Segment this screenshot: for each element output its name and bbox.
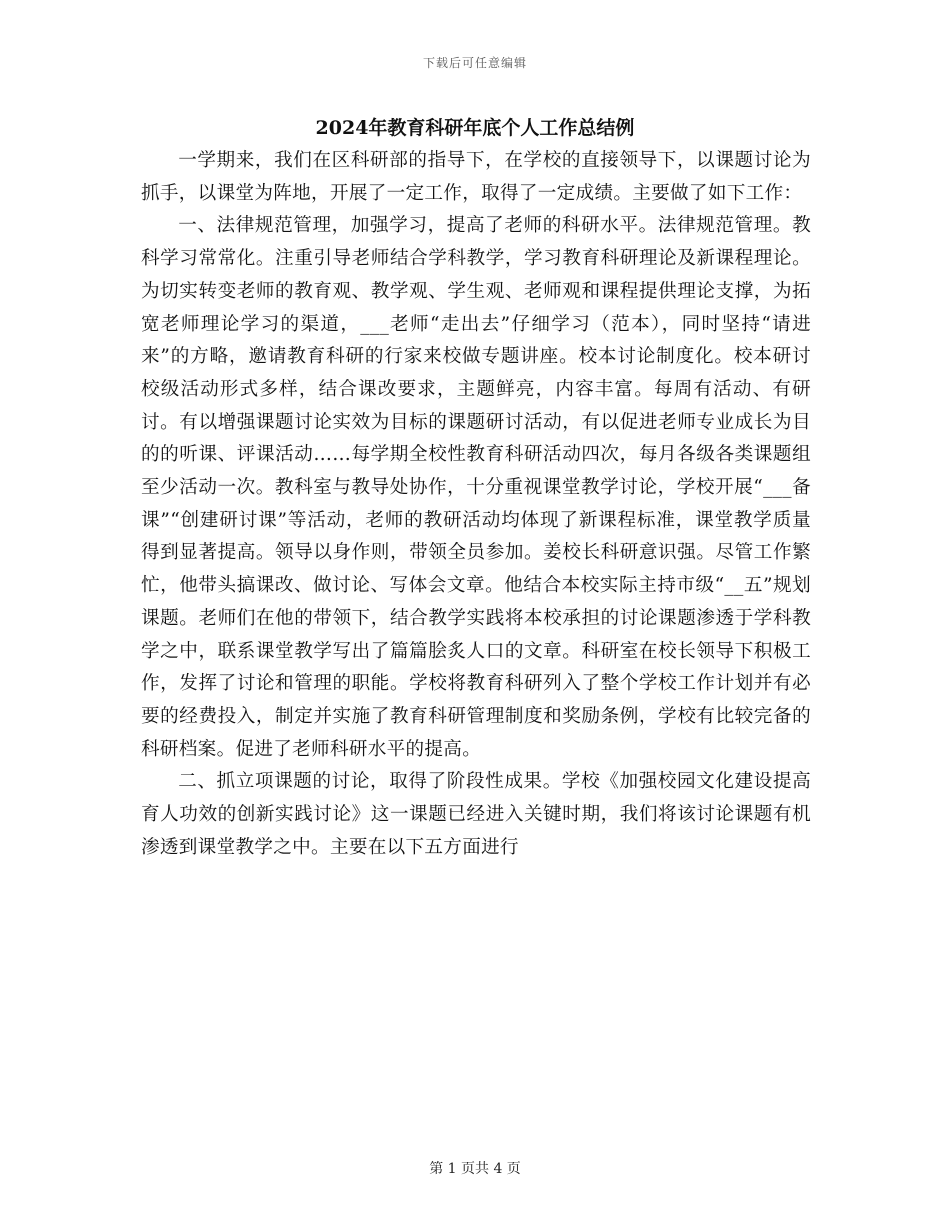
paragraph-intro: 一学期来，我们在区科研部的指导下，在学校的直接领导下，以课题讨论为抓手，以课堂为阵地，开展了一定工作，取得了一定成绩。主要做了如下工作：	[141, 150, 811, 204]
page-header-note: 下载后可任意编辑	[422, 56, 527, 70]
document-body	[141, 145, 811, 864]
paragraph-section-two: 二、抓立项课题的讨论，取得了阶段性成果。学校《加强校园文化建设提高育人功效的创新实践讨论》这一课题已经进入关键时期，我们将该讨论课题有机渗透到课堂教学之中。主要在以下五方面进行	[141, 771, 811, 858]
paragraph-section-one: 一、法律规范管理，加强学习，提高了老师的科研水平。法律规范管理。教科学习常常化。注重引导老师结合学科教学，学习教育科研理论及新课程理论。为切实转变老师的教育观、教学观、学生观、老师观和课程提供理论支撑，为拓宽老师理论学习的渠道，___老师“走出去”仔细学习（范本），同时坚持“请进来”的方略，邀请教育科研的行家来校做专题讲座。校本讨论制度化。校本研讨校级活动形式多样，结合课改要求，主题鲜亮，内容丰富。每周有活动、有研讨。有以增强课题讨论实效为目标的课题研讨活动，有以促进老师专业成长为目的的听课、评课活动……每学期全校性教育科研活动四次，每月各级各类课题组至少活动一次。教科室与教导处协作，十分重视课堂教学讨论，学校开展“___备课”“创建研讨课”等活动，老师的教研活动均体现了新课程标准，课堂教学质量得到显著提高。领导以身作则，带领全员参加。姜校长科研意识强。尽管工作繁忙，他带头搞课改、做讨论、写体会文章。他结合本校实际主持市级“__五”规划课题。老师们在他的带领下，结合教学实践将本校承担的讨论课题渗透于学科教学之中，联系课堂教学写出了篇篇脍炙人口的文章。科研室在校长领导下积极工作，发挥了讨论和管理的职能。学校将教育科研列入了整个学校工作计划并有必要的经费投入，制定并实施了教育科研管理制度和奖励条例，学校有比较完备的科研档案。促进了老师科研水平的提高。	[141, 215, 811, 760]
document-title: 2024年教育科研年底个人工作总结例	[315, 117, 635, 139]
page-number: 第 1 页共 4 页	[429, 1161, 521, 1177]
